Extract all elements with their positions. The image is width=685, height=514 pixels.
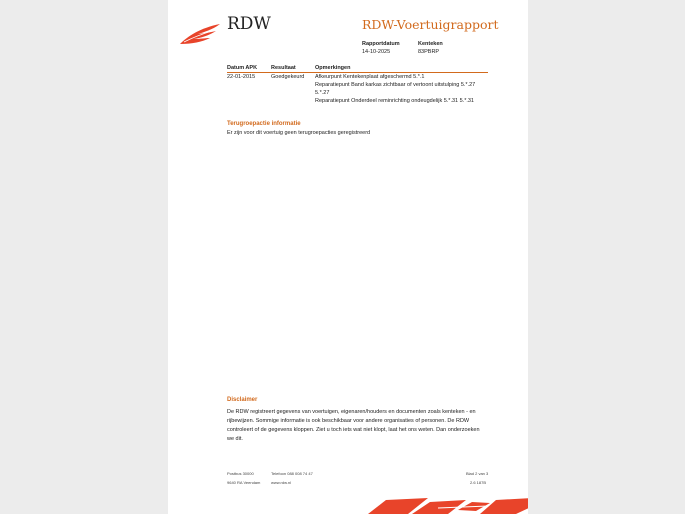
remark-line: Reparatiepunt Band karkas zichtbaar of vertoont uitstulping 5.*.27	[315, 82, 476, 88]
report-page	[168, 0, 528, 514]
apk-date: 22-01-2015	[227, 74, 256, 80]
rdw-logo-icon	[178, 22, 222, 46]
disclaimer-title: Disclaimer	[227, 397, 258, 403]
remark-line: Afkeurpunt Kentekenplaat afgeschermd 5.*.1	[315, 74, 425, 80]
footer-stripes-graphic	[368, 494, 528, 514]
footer-postbus: Postbus 30000	[227, 471, 254, 476]
report-date-value: 14-10-2025	[362, 49, 391, 55]
footer-page-number: Blad 2 van 3	[466, 471, 489, 476]
report-date-block	[362, 40, 400, 56]
footer-phone: Telefoon 088 008 74 47	[271, 471, 313, 476]
brand-name: RDW	[227, 14, 271, 34]
report-title: RDW-Voertuigrapport	[362, 17, 499, 32]
column-header-date: Datum APK	[227, 65, 258, 71]
recall-text: Er zijn voor dit voertuig geen terugroepacties geregistreerd	[227, 130, 371, 136]
plate-block	[418, 40, 443, 56]
table-header-divider	[227, 72, 488, 73]
footer-website: www.rdw.nl	[271, 480, 292, 485]
apk-result: Goedgekeurd	[271, 74, 305, 80]
plate-value: 83PBRP	[418, 49, 440, 55]
recall-title: Terugroepactie informatie	[227, 121, 301, 127]
report-date-label: Rapportdatum	[362, 41, 400, 47]
plate-label: Kenteken	[418, 41, 443, 47]
remark-line: 5.*.27	[315, 90, 330, 96]
column-header-result: Resultaat	[271, 65, 296, 71]
footer-address: 9640 RA Veendam	[227, 480, 261, 485]
disclaimer-text: De RDW registreert gegevens van voertuigen, eigenaren/houders en documenten zoals kenteken - en rijbewijzen. Sommige informatie is ook beschikbaar voor andere organisaties of personen. De RDW controleert of de gegevens kloppen. Ziet u toch iets wat niet klopt, laat het ons weten. Dan onderzoeken we dit.	[227, 409, 480, 442]
column-header-remarks: Opmerkingen	[315, 65, 351, 71]
remark-line: Reparatiepunt Onderdeel reminrichting ondeugdelijk 5.*.31 5.*.31	[315, 98, 474, 104]
footer-code: 2.6 187B	[470, 480, 487, 485]
